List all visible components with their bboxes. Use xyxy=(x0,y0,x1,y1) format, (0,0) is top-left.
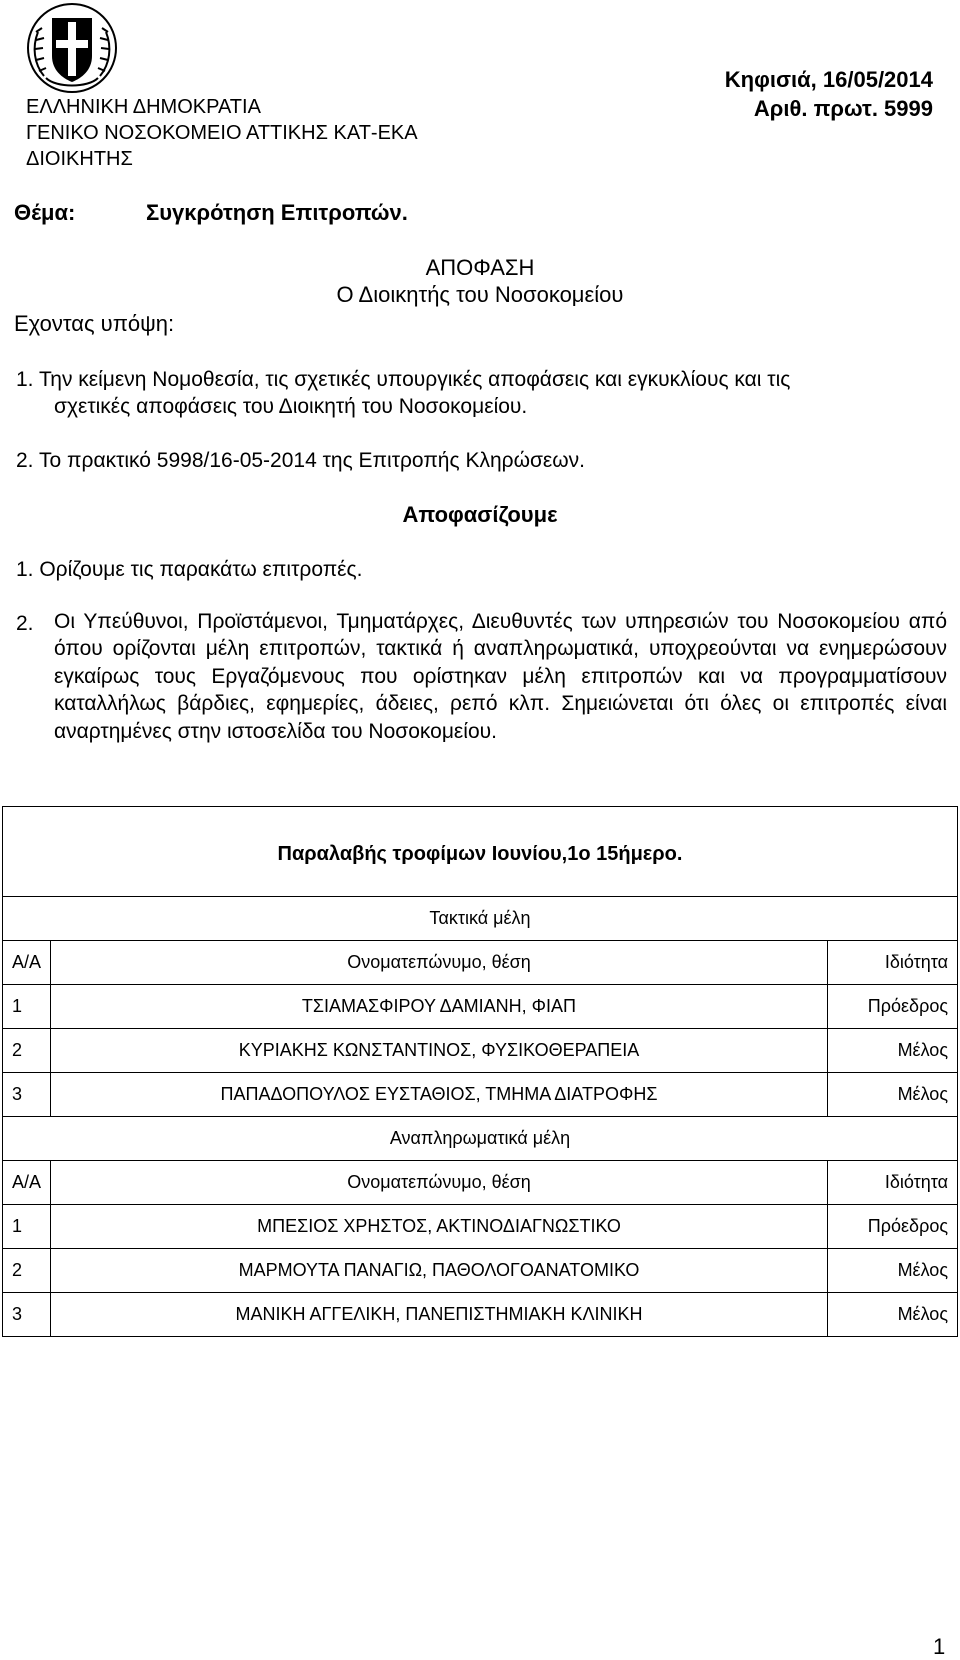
committee-title-row xyxy=(3,807,958,897)
row-name: ΚΥΡΙΑΚΗΣ ΚΩΝΣΤΑΝΤΙΝΟΣ, ΦΥΣΙΚΟΘΕΡΑΠΕΙΑ xyxy=(51,1029,828,1073)
row-num: 3 xyxy=(3,1293,51,1337)
row-role: Πρόεδρος xyxy=(828,985,958,1029)
page-number: 1 xyxy=(933,1634,946,1659)
col-header-num: Α/Α xyxy=(3,1161,51,1205)
col-header-num: Α/Α xyxy=(3,941,51,985)
org-line-republic: ΕΛΛΗΝΙΚΗ ΔΗΜΟΚΡΑΤΙΑ xyxy=(26,96,261,118)
table-row xyxy=(3,1293,958,1337)
substitute-members-header-row xyxy=(3,1117,958,1161)
col-header-name: Ονοματεπώνυμο, θέση xyxy=(51,1161,828,1205)
row-role: Πρόεδρος xyxy=(828,1205,958,1249)
org-line-hospital: ΓΕΝΙΚΟ ΝΟΣΟΚΟΜΕΙΟ ΑΤΤΙΚΗΣ ΚΑΤ-ΕΚΑ xyxy=(26,122,418,144)
row-name: ΜΑΡΜΟΥΤΑ ΠΑΝΑΓΙΩ, ΠΑΘΟΛΟΓΟΑΝΑΤΟΜΙΚΟ xyxy=(51,1249,828,1293)
committee-table xyxy=(2,806,958,1337)
regular-members-header-row xyxy=(3,897,958,941)
row-role: Μέλος xyxy=(828,1029,958,1073)
table-row xyxy=(3,1205,958,1249)
row-num: 1 xyxy=(3,985,51,1029)
col-header-name: Ονοματεπώνυμο, θέση xyxy=(51,941,828,985)
row-name: ΜΑΝΙΚΗ ΑΓΓΕΛΙΚΗ, ΠΑΝΕΠΙΣΤΗΜΙΑΚΗ ΚΛΙΝΙΚΗ xyxy=(51,1293,828,1337)
subject-text: Συγκρότηση Επιτροπών. xyxy=(146,200,408,225)
we-decide-item-2-text: Οι Υπεύθυνοι, Προϊστάμενοι, Τμηματάρχες, Διευθυντές των υπηρεσιών του Νοσοκομείου από όπου ορίζονται μέλη επιτροπών, τακτικά ή αναπληρωματικά, υποχρεούνται να ενημερώσουν εγκαίρως τους Εργαζόμενους που ορίστηκαν μέλη επιτροπών και να προγραμματίσουν καταλλήλως βάρδιες, εφημερίες, άδειες, ρεπό κλπ. Σημειώνεται ότι όλες οι επιτροπές είναι αναρτημένες στην ιστοσελίδα του Νοσοκομείου. xyxy=(54,610,947,743)
col-header-role: Ιδιότητα xyxy=(828,941,958,985)
substitute-members-label: Αναπληρωματικά μέλη xyxy=(3,1117,958,1161)
row-role: Μέλος xyxy=(828,1249,958,1293)
table-row xyxy=(3,1073,958,1117)
considering-item-1-line-2: σχετικές αποφάσεις του Διοικητή του Νοσοκομείου. xyxy=(54,395,528,418)
org-line-director: ΔΙΟΙΚΗΤΗΣ xyxy=(26,148,133,170)
table-row xyxy=(3,985,958,1029)
decision-subtitle: Ο Διοικητής του Νοσοκομείου xyxy=(336,282,624,307)
row-num: 2 xyxy=(3,1249,51,1293)
row-role: Μέλος xyxy=(828,1073,958,1117)
decision-title: ΑΠΟΦΑΣΗ xyxy=(425,255,535,280)
row-role: Μέλος xyxy=(828,1293,958,1337)
place-date: Κηφισιά, 16/05/2014 xyxy=(724,67,933,92)
column-header-row xyxy=(3,941,958,985)
considering-item-2: 2. Το πρακτικό 5998/16-05-2014 της Επιτροπής Κληρώσεων. xyxy=(16,449,586,472)
row-num: 3 xyxy=(3,1073,51,1117)
row-name: ΜΠΕΣΙΟΣ ΧΡΗΣΤΟΣ, ΑΚΤΙΝΟΔΙΑΓΝΩΣΤΙΚΟ xyxy=(51,1205,828,1249)
row-num: 1 xyxy=(3,1205,51,1249)
regular-members-label: Τακτικά μέλη xyxy=(3,897,958,941)
column-header-row xyxy=(3,1161,958,1205)
considering-item-1-line-1: 1. Την κείμενη Νομοθεσία, τις σχετικές υπουργικές αποφάσεις και εγκυκλίους και τις xyxy=(16,368,791,391)
protocol-number: Αριθ. πρωτ. 5999 xyxy=(753,96,933,121)
considering-label: Εχοντας υπόψη: xyxy=(14,311,175,336)
subject-label: Θέμα: xyxy=(14,200,76,225)
committee-title: Παραλαβής τροφίμων Ιουνίου,1ο 15ήμερο. xyxy=(3,807,958,897)
col-header-role: Ιδιότητα xyxy=(828,1161,958,1205)
row-name: ΤΣΙΑΜΑΣΦΙΡΟΥ ΔΑΜΙΑΝΗ, ΦΙΑΠ xyxy=(51,985,828,1029)
row-name: ΠΑΠΑΔΟΠΟΥΛΟΣ ΕΥΣΤΑΘΙΟΣ, ΤΜΗΜΑ ΔΙΑΤΡΟΦΗΣ xyxy=(51,1073,828,1117)
we-decide-heading: Αποφασίζουμε xyxy=(402,502,558,527)
greek-coat-of-arms-emblem xyxy=(26,2,118,94)
row-num: 2 xyxy=(3,1029,51,1073)
table-row xyxy=(3,1029,958,1073)
we-decide-item-1: 1. Ορίζουμε τις παρακάτω επιτροπές. xyxy=(16,558,363,581)
table-row xyxy=(3,1249,958,1293)
we-decide-item-2-number: 2. xyxy=(16,612,34,635)
